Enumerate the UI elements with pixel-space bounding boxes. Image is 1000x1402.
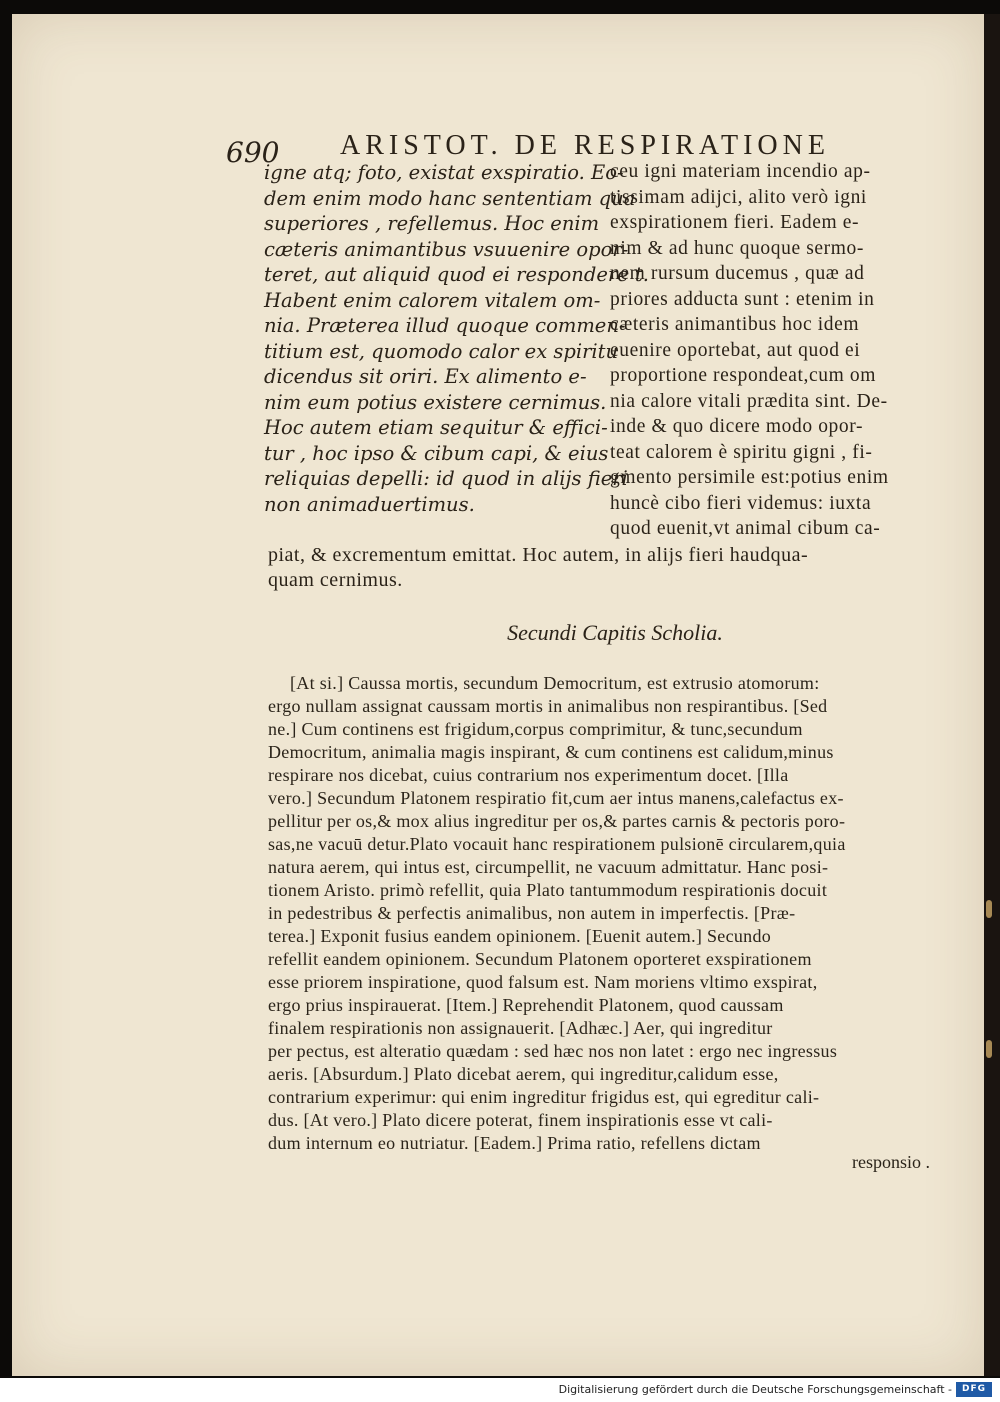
full-width-continuation	[268, 543, 808, 593]
text-line: gmento persimile est:potius enim	[610, 467, 889, 488]
scholia-line: respirare nos dicebat, cuius contrarium nos experimentum docet. [Illa	[268, 765, 789, 785]
text-line: piat, & excrementum emittat. Hoc autem, in alijs fieri haudqua-	[268, 544, 809, 566]
scholia-line: aeris. [Absurdum.] Plato dicebat aerem, qui ingreditur,calidum esse,	[268, 1064, 779, 1084]
scholia-line: ne.] Cum continens est frigidum,corpus comprimitur, & tunc,secundum	[268, 719, 803, 739]
catchword: responsio .	[852, 1152, 930, 1172]
text-line: tur , hoc ipso & cibum capi, & eius	[264, 441, 609, 465]
scholia-line: terea.] Exponit fusius eandem opinionem. [Euenit autem.] Secundo	[268, 926, 772, 946]
text-line: quod euenit,vt animal cibum ca-	[610, 518, 881, 539]
scholia-line: dus. [At vero.] Plato dicere poterat, finem inspirationis esse vt cali-	[268, 1110, 773, 1130]
footer-credit: Digitalisierung gefördert durch die Deutsche Forschungsgemeinschaft -	[558, 1383, 952, 1396]
text-line: cæteris animantibus vsuuenire opor-	[264, 237, 629, 261]
scholia-line: dum internum eo nutriatur. [Eadem.] Prima ratio, refellens dictam	[268, 1133, 761, 1153]
text-line: dem enim modo hanc sententiam qua	[264, 186, 636, 210]
text-line: huncè cibo fieri videmus: iuxta	[610, 492, 872, 514]
left-column	[264, 160, 649, 517]
text-line: quam cernimus.	[268, 569, 403, 591]
scholia-line: refellit eandem opinionem. Secundum Platonem oporteret exspirationem	[268, 949, 812, 969]
text-line: non animaduertimus.	[264, 492, 475, 516]
scholia-line: vero.] Secundum Platonem respiratio fit,cum aer intus manens,calefactus ex-	[268, 788, 844, 808]
footer-bar	[0, 1378, 1000, 1402]
page-edge-mark	[986, 900, 992, 918]
scholia-line: finalem respirationis non assignauerit. [Adhæc.] Aer, qui ingreditur	[268, 1018, 773, 1038]
scholia-line: natura aerem, qui intus est, circumpellit, ne vacuum admittatur. Hanc posi-	[268, 857, 829, 877]
scholia-line: per pectus, est alteratio quædam : sed hæc nos non latet : ergo nec ingressus	[268, 1041, 838, 1061]
text-line: tissimam adijci, alito verò igni	[610, 186, 867, 208]
text-line: exspirationem fieri. Eadem e-	[610, 212, 860, 233]
text-line: Hoc autem etiam sequitur & effici-	[264, 416, 608, 439]
scholia-line: ergo prius inspirauerat. [Item.] Reprehendit Platonem, quod caussam	[268, 995, 784, 1015]
right-column	[610, 159, 889, 542]
text-line: reliquias depelli: id quod in alijs fieri	[264, 467, 628, 490]
page-edge-mark	[986, 1040, 992, 1058]
text-line: euenire oportebat, aut quod ei	[610, 339, 861, 361]
text-line: titium est, quomodo calor ex spiritu	[264, 339, 619, 363]
text-line: teat calorem è spiritu gigni , fi-	[610, 441, 873, 463]
text-line: superiores , refellemus. Hoc enim	[264, 212, 600, 235]
text-line: proportione respondeat,cum om	[610, 365, 876, 386]
dfg-logo: DFG	[956, 1382, 992, 1397]
text-line: priores adducta sunt : etenim in	[610, 288, 875, 310]
text-line: nia calore vitali prædita sint. De-	[610, 390, 888, 412]
scholia-line: ergo nullam assignat caussam mortis in animalibus non respirantibus. [Sed	[268, 696, 828, 716]
page-number: 690	[226, 136, 280, 169]
page-edge	[984, 14, 1000, 1376]
text-line: teret, aut aliquid quod ei respondere t.	[264, 263, 649, 286]
text-line: igne atq; foto, existat exspiratio. Eo-	[264, 161, 624, 184]
scholia-line: in pedestribus & perfectis animalibus, non autem in imperfectis. [Præ-	[268, 903, 796, 923]
text-line: nem rursum ducemus , quæ ad	[610, 263, 865, 284]
text-line: inde & quo dicere modo opor-	[610, 416, 864, 437]
scholia-line: esse priorem inspiratione, quod falsum est. Nam moriens vltimo exspirat,	[268, 972, 818, 992]
text-line: cæteris animantibus hoc idem	[610, 314, 860, 335]
scholia-line: Democritum, animalia magis inspirant, & cum continens est calidum,minus	[268, 742, 834, 762]
text-line: dicendus sit oriri. Ex alimento e-	[264, 365, 587, 388]
text-line: nia. Præterea illud quoque commen-	[264, 314, 626, 337]
scholia-line: sas,ne vacuū detur.Plato vocauit hanc respirationem pulsionē circularem,quia	[268, 834, 846, 854]
scholia-line: pellitur per os,& mox alius ingreditur per os,& partes carnis & pectoris poro-	[268, 811, 846, 831]
scholia-line: tionem Aristo. primò refellit, quia Plato tantummodum respirationis docuit	[268, 880, 828, 900]
text-line: nim eum potius existere cernimus.	[264, 390, 607, 414]
text-line: ceu igni materiam incendio ap-	[610, 161, 871, 182]
running-head: ARISTOT. DE RESPIRATIONE	[340, 130, 830, 161]
scholia-line: contrarium experimur: qui enim ingreditur frigidus est, qui egreditur cali-	[268, 1087, 820, 1107]
scholia-line: [At si.] Caussa mortis, secundum Democritum, est extrusio atomorum:	[290, 673, 820, 693]
section-title: Secundi Capitis Scholia.	[507, 620, 723, 645]
scholia-block	[268, 672, 846, 1155]
text-line: Habent enim calorem vitalem om-	[264, 288, 601, 312]
text-line: nim & ad hunc quoque sermo-	[610, 237, 864, 259]
